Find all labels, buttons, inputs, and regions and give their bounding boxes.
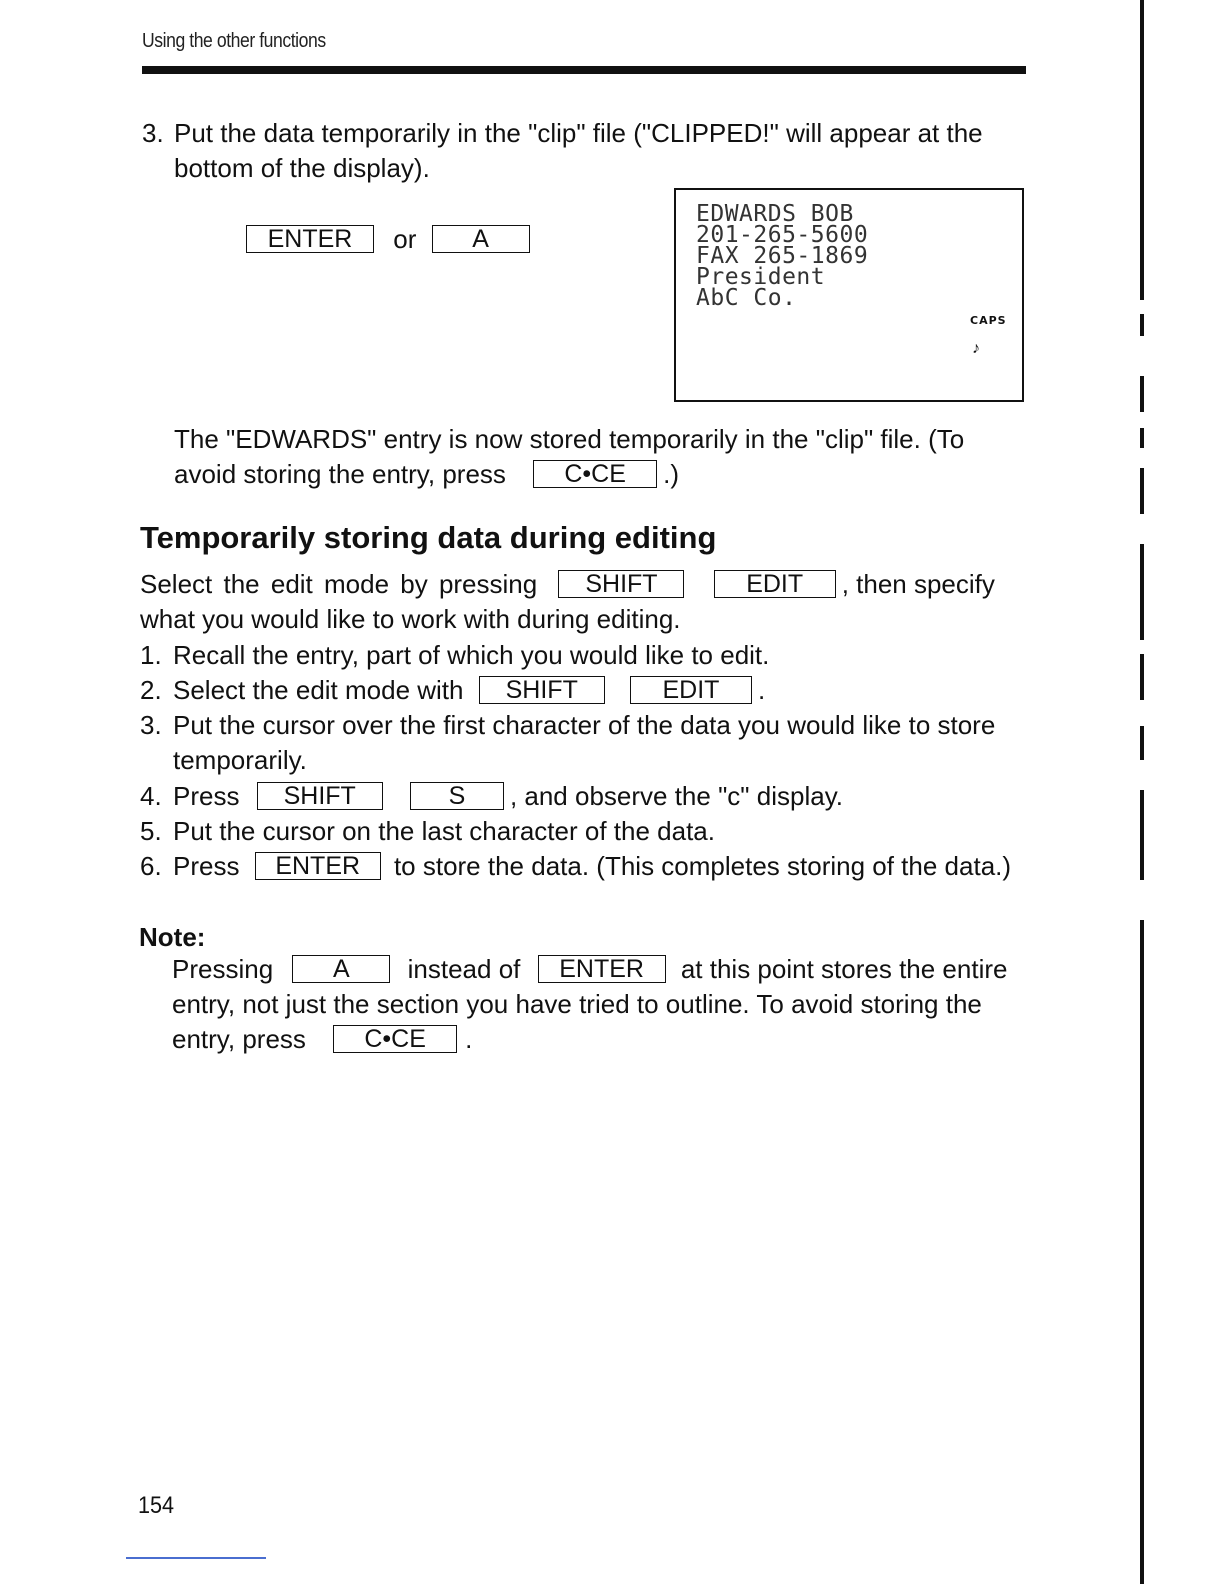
edge-bar-gap — [1138, 880, 1146, 920]
intro-line: what you would like to work with during editing. — [140, 604, 681, 634]
step-number: 5. — [140, 816, 162, 846]
step-line — [173, 849, 1011, 884]
running-header: Using the other functions — [142, 30, 326, 52]
note-line — [172, 1022, 472, 1057]
intro-text: , then specify — [841, 569, 995, 599]
step-text: temporarily. — [173, 745, 307, 775]
step-text: Recall the entry, part of which you would like to edit. — [173, 640, 770, 670]
shift-key: SHIFT — [257, 782, 383, 810]
step-number: 4. — [140, 781, 162, 811]
page-edge-bar — [1140, 0, 1144, 1584]
step-number: 6. — [140, 851, 162, 881]
edge-bar-gap — [1138, 514, 1146, 544]
step-text: Put the cursor on the last character of the data. — [173, 816, 715, 846]
shift-key: SHIFT — [479, 676, 605, 704]
lcd-line: 201-265-5600 — [696, 222, 869, 248]
lcd-line: President — [696, 264, 826, 290]
caps-indicator: CAPS — [970, 314, 1007, 327]
edge-bar-gap — [1138, 640, 1146, 654]
music-note-icon: ♪ — [972, 340, 980, 357]
lcd-line: EDWARDS BOB — [696, 201, 854, 227]
lcd-display — [674, 188, 1024, 402]
step-text: Put the cursor over the first character of the data you would like to store — [173, 710, 996, 740]
note-line — [172, 952, 1007, 987]
intro-text: Select the edit mode by pressing — [140, 569, 538, 599]
note-text: instead of — [407, 954, 521, 984]
s-key: S — [410, 782, 504, 810]
edge-bar-gap — [1138, 300, 1146, 314]
lcd-text — [696, 201, 869, 311]
edge-bar-gap — [1138, 448, 1146, 468]
bottom-underline — [126, 1557, 266, 1559]
lcd-line: FAX 265-1869 — [696, 243, 869, 269]
section-title: Temporarily storing data during editing — [140, 520, 717, 555]
cce-key: C•CE — [333, 1025, 457, 1053]
step-text: , and observe the "c" display. — [509, 781, 843, 811]
edit-key: EDIT — [714, 570, 836, 598]
shift-key: SHIFT — [558, 570, 684, 598]
paragraph-text: .) — [663, 459, 680, 489]
step-text: bottom of the display). — [174, 153, 430, 183]
note-text: . — [465, 1024, 473, 1054]
a-key: A — [292, 955, 390, 983]
key-sequence — [246, 222, 530, 257]
enter-key: ENTER — [255, 852, 381, 880]
step-number: 1. — [140, 640, 162, 670]
step-line — [173, 779, 843, 814]
edge-bar-gap — [1138, 412, 1146, 428]
step-number: 2. — [140, 675, 162, 705]
or-label: or — [393, 224, 417, 254]
step-number: 3. — [140, 710, 162, 740]
header-rule — [142, 66, 1026, 74]
enter-key: ENTER — [246, 225, 374, 253]
lcd-line: AbC Co. — [696, 285, 797, 311]
note-title: Note: — [139, 922, 206, 952]
step-number: 3. — [142, 118, 164, 148]
paragraph-text: avoid storing the entry, press — [174, 459, 506, 489]
paragraph-line: The "EDWARDS" entry is now stored temporarily in the "clip" file. (To — [174, 424, 965, 454]
note-line: entry, not just the section you have tried to outline. To avoid storing the — [172, 989, 982, 1019]
edit-key: EDIT — [630, 676, 752, 704]
step-text: to store the data. (This completes storing of the data.) — [393, 851, 1012, 881]
paragraph-line — [174, 457, 679, 492]
step-text: Select the edit mode with — [173, 675, 464, 705]
edge-bar-gap — [1138, 336, 1146, 376]
intro-line — [140, 567, 995, 602]
edge-bar-gap — [1138, 760, 1146, 790]
step-text: . — [757, 675, 766, 705]
enter-key: ENTER — [538, 955, 666, 983]
step-line — [173, 673, 765, 708]
step-text: Press — [173, 851, 240, 881]
step-text: Put the data temporarily in the "clip" file ("CLIPPED!" will appear at the — [174, 118, 983, 148]
step-text: Press — [173, 781, 240, 811]
edge-bar-gap — [1138, 700, 1146, 726]
a-key: A — [432, 225, 530, 253]
note-text: at this point stores the entire — [680, 954, 1008, 984]
cce-key: C•CE — [533, 460, 657, 488]
note-text: entry, press — [172, 1024, 306, 1054]
page-number: 154 — [138, 1492, 175, 1519]
note-text: Pressing — [172, 954, 274, 984]
